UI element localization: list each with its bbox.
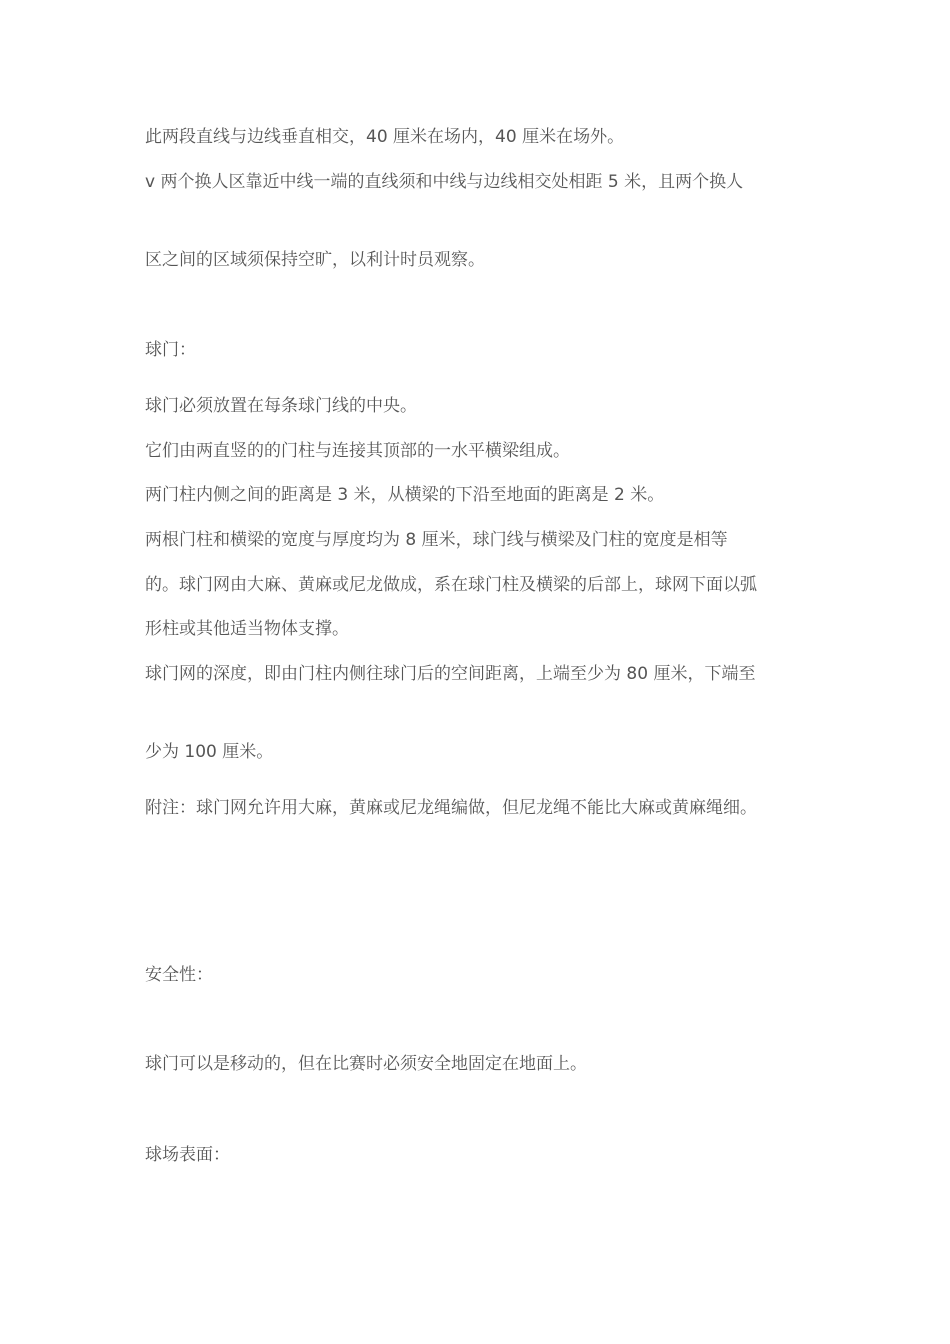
paragraph-line: 球门必须放置在每条球门线的中央。 bbox=[145, 396, 417, 416]
paragraph-line: 区之间的区域须保持空旷，以利计时员观察。 bbox=[145, 250, 485, 270]
paragraph-line: 球门可以是移动的，但在比赛时必须安全地固定在地面上。 bbox=[145, 1054, 587, 1074]
paragraph-line: 球门网的深度，即由门柱内侧往球门后的空间距离，上端至少为 80 厘米，下端至 bbox=[145, 664, 756, 684]
paragraph-line: 两根门柱和横梁的宽度与厚度均为 8 厘米，球门线与横梁及门柱的宽度是相等 bbox=[145, 530, 728, 550]
paragraph-line: 此两段直线与边线垂直相交，40 厘米在场内，40 厘米在场外。 bbox=[145, 127, 625, 147]
paragraph-line: 两门柱内侧之间的距离是 3 米，从横梁的下沿至地面的距离是 2 米。 bbox=[145, 485, 665, 505]
paragraph-line: 形柱或其他适当物体支撑。 bbox=[145, 619, 349, 639]
paragraph-line: 的。球门网由大麻、黄麻或尼龙做成，系在球门柱及横梁的后部上，球网下面以弧 bbox=[145, 575, 757, 595]
section-heading: 球门： bbox=[145, 340, 196, 360]
note-line: 附注：球门网允许用大麻，黄麻或尼龙绳编做，但尼龙绳不能比大麻或黄麻绳细。 bbox=[145, 798, 757, 818]
paragraph-line: 它们由两直竖的的门柱与连接其顶部的一水平横梁组成。 bbox=[145, 441, 570, 461]
paragraph-line: v 两个换人区靠近中线一端的直线须和中线与边线相交处相距 5 米，且两个换人 bbox=[145, 172, 744, 192]
paragraph-line: 少为 100 厘米。 bbox=[145, 742, 274, 762]
section-heading: 安全性： bbox=[145, 965, 213, 985]
section-heading: 球场表面： bbox=[145, 1145, 230, 1165]
